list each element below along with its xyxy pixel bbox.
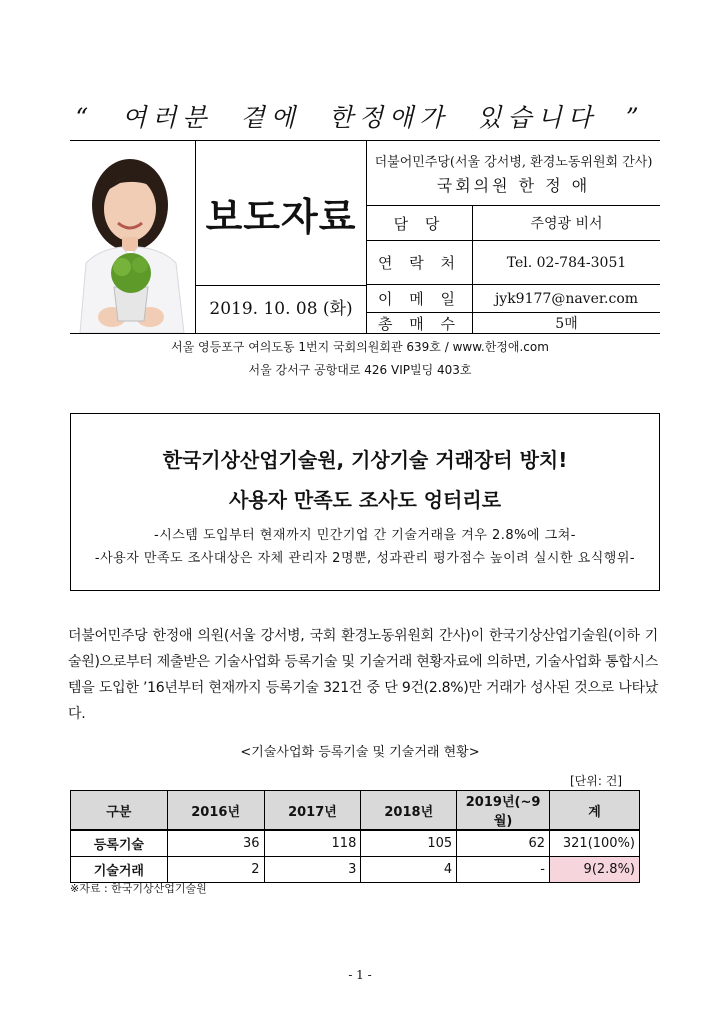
data-source: ※자료 : 한국기상산업기술원 [70, 882, 207, 895]
contact-value: 주영광 비서 [530, 216, 603, 232]
table-header: 2019년(~9월) [457, 791, 550, 831]
body-paragraph: 더불어민주당 한정애 의원(서울 강서병, 국회 환경노동위원회 간사)이 한국기상산업기술원(이하 기술원)으로부터 제출받은 기술사업화 등록기술 및 기술거래 현황자료에 의하면, 기술사업화 통합시스템을 도입한 ’16년부터 현재까지 등록기술 321건 중 단 9건(2.8%)만 거래가 성사된 것으로 나타났다. [68, 628, 658, 722]
table-caption: <기술사업화 등록기술 및 기술거래 현황> [240, 745, 480, 760]
email-label: 이 메 일 [377, 290, 461, 308]
row-label: 기술거래 [71, 857, 168, 883]
press-release-title: 보도자료 [205, 194, 357, 239]
headline-box [70, 413, 660, 591]
headline-summary: -사용자 만족도 조사대상은 자체 관리자 2명뿐, 성과관리 평가점수 높이려 실시한 요식행위- [94, 551, 636, 566]
press-header [70, 140, 660, 334]
table-header: 2017년 [264, 791, 361, 831]
page-count-value: 5매 [555, 316, 578, 332]
table-unit: [단위: 건] [570, 774, 622, 788]
headline-title: 한국기상산업기술원, 기상기술 거래장터 방치! [162, 448, 568, 472]
table-row [71, 830, 640, 857]
headline-subtitle: 사용자 만족도 조사도 엉터리로 [228, 488, 502, 512]
party-affiliation: 더불어민주당(서울 강서병, 환경노동위원회 간사) [374, 155, 653, 170]
member-name: 국회의원 한 정 애 [436, 176, 591, 195]
table-header: 계 [550, 791, 640, 831]
release-date: 2019. 10. 08 (화) [209, 298, 353, 319]
table-header-row [71, 791, 640, 831]
lawmaker-photo [70, 145, 194, 333]
local-office-address: 서울 강서구 공항대로 426 VIP빌딩 403호 [248, 363, 472, 377]
table-header: 2016년 [167, 791, 264, 831]
table-cell: 4 [361, 857, 457, 883]
contact-label: 담 당 [393, 214, 446, 233]
table-header: 2018년 [361, 791, 457, 831]
table-cell: - [457, 857, 550, 883]
motto-slogan: “ 여러분 곁에 한정애가 있습니다 ” [75, 103, 645, 132]
page-count-label: 총 매 수 [377, 314, 461, 333]
office-address: 서울 영등포구 여의도동 1번지 국회의원회관 639호 / www.한정애.com [171, 340, 549, 354]
phone-value: Tel. 02-784-3051 [506, 254, 627, 271]
highlighted-cell: 9(2.8%) [550, 857, 640, 883]
table-cell: 118 [264, 830, 361, 857]
table-row [71, 857, 640, 883]
row-label: 등록기술 [71, 830, 168, 857]
stats-table [70, 790, 640, 883]
page-number: - 1 - [348, 968, 372, 982]
divider [195, 285, 367, 286]
table-cell: 2 [167, 857, 264, 883]
table-cell: 36 [167, 830, 264, 857]
headline-summary: -시스템 도입부터 현재까지 민간기업 간 기술거래을 겨우 2.8%에 그쳐- [154, 528, 576, 543]
table-cell: 105 [361, 830, 457, 857]
table-header: 구분 [71, 791, 168, 831]
table-cell: 321(100%) [550, 830, 640, 857]
table-cell: 62 [457, 830, 550, 857]
email-value[interactable]: jyk9177@naver.com [494, 290, 639, 307]
table-cell: 3 [264, 857, 361, 883]
phone-label: 연 락 처 [377, 254, 461, 272]
